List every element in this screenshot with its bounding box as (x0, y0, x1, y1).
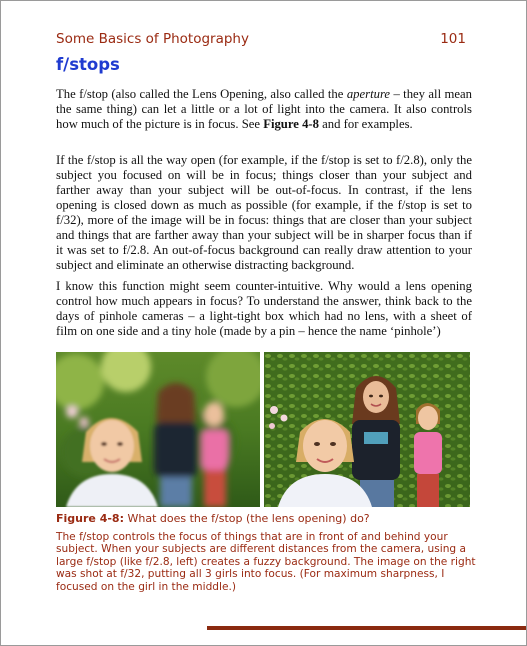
photo-deep-focus (264, 352, 470, 507)
photo-shallow-focus-image (56, 352, 260, 507)
footer-rule (207, 626, 526, 630)
paragraph-1-text-a: The f/stop (also called the Lens Opening, also called the (56, 87, 347, 101)
chapter-title: Some Basics of Photography (56, 31, 249, 47)
figure-reference: Figure 4-8 (263, 117, 319, 131)
figure-caption: The f/stop controls the focus of things that are in front of and behind your subject. When your subjects are different distances from the camera, using a large f/stop (like f/2.8, left) creates a fuzzy background. The image on the right was shot at f/32, putting all 3 girls into focus. (For maximum sharpness, I focused on the girl in the middle.) (56, 531, 476, 593)
photo-shallow-focus (56, 352, 260, 507)
paragraph-3: I know this function might seem counter-intuitive. Why would a lens opening control how much appears in focus? To understand the answer, think back to the days of pinhole cameras – a light-tight box which had no lens, with a sheet of film on one side and a tiny hole (made by a pin – hence the name ‘pinhole’) (56, 279, 472, 338)
running-header (56, 31, 466, 49)
figure-caption-heading (56, 512, 476, 525)
paragraph-1-text-c: and for examples. (318, 117, 413, 131)
figure-label: Figure 4-8: (56, 512, 124, 525)
paragraph-1-emphasis: aperture (346, 87, 391, 101)
paragraph-1 (56, 87, 472, 132)
photo-deep-focus-image (264, 352, 470, 507)
paragraph-2: If the f/stop is all the way open (for example, if the f/stop is set to f/2.8), only the subject you focused on will be in focus; things closer than your subject and farther away than your subject will be out-of-focus. In contrast, if the lens opening is closed down as much as possible (for example, if the f/stop is set to f/32), more of the image will be in focus: things that are closer than your subject and things that are farther away than your subject will be in sharper focus than if it was set to f/2.8. An out-of-focus background can really draw attention to your subject and eliminate an otherwise distracting background. (56, 153, 472, 272)
page-number: 101 (440, 31, 466, 47)
paragraph-1-text-b: – they all mean the same thing) can let a little or a lot of light into the camera. It also controls how much of the picture is in focus. See (56, 87, 472, 131)
figure-title: What does the f/stop (the lens opening) do? (123, 512, 370, 525)
section-title: f/stops (56, 55, 120, 74)
